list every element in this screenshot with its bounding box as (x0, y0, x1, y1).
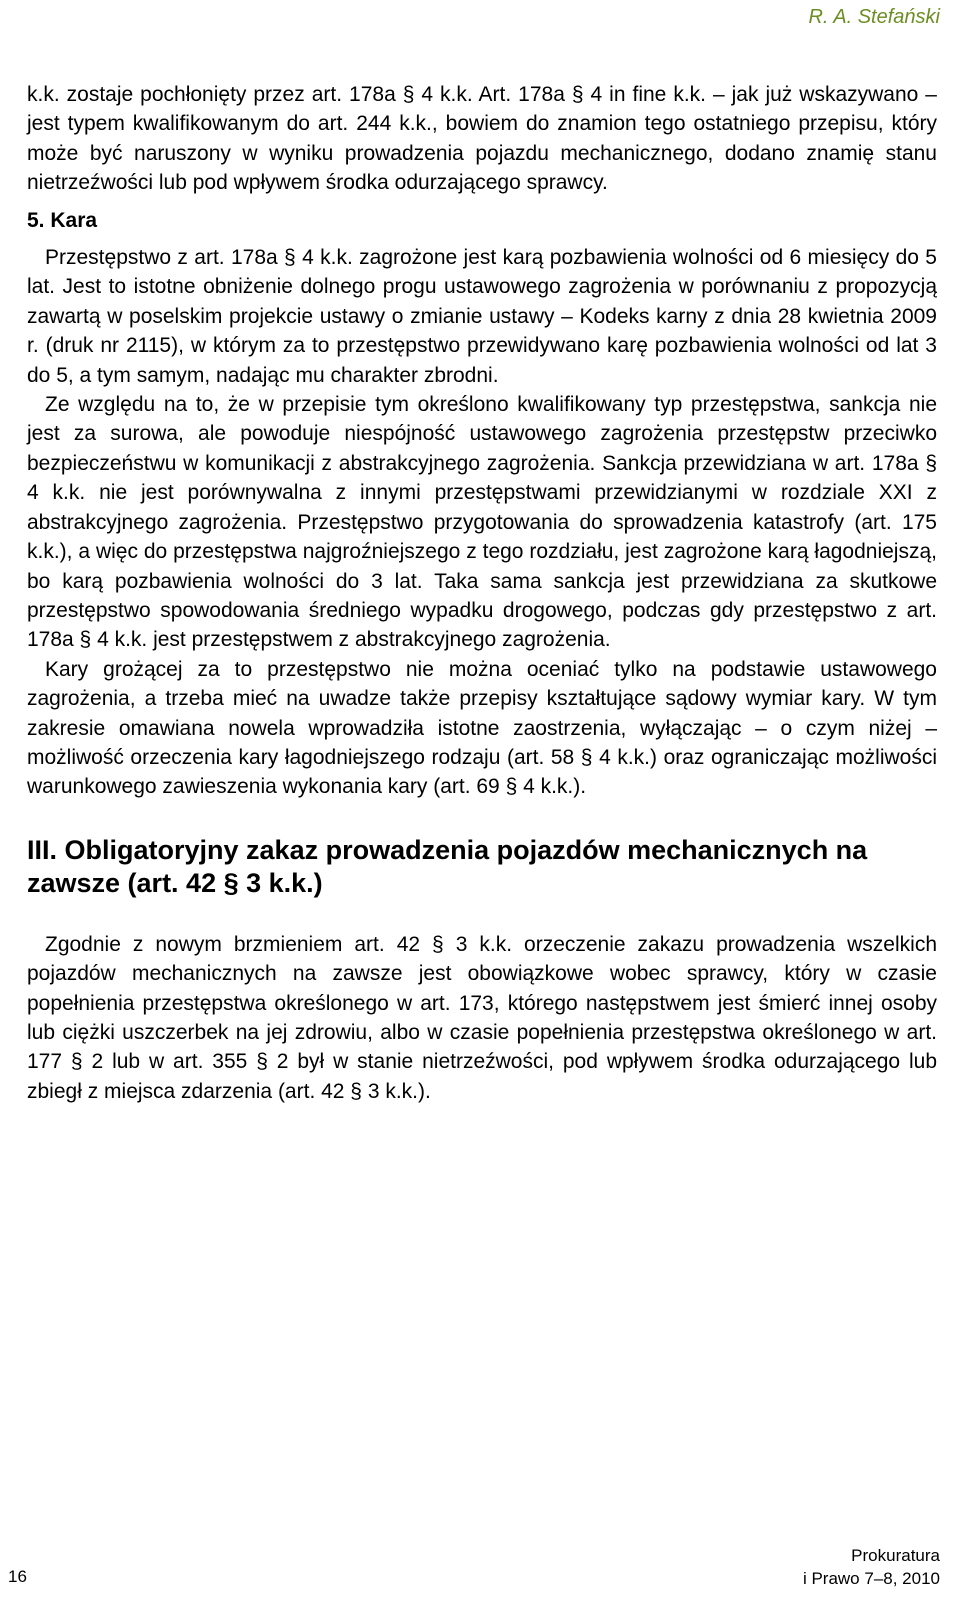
paragraph-penalty: Przestępstwo z art. 178a § 4 k.k. zagrożone jest karą pozbawienia wolności od 6 miesięcy do 5 lat. Jest to istotne obniżenie dolnego progu ustawowego zagrożenia w porównaniu z propozycją zawartą w poselskim projekcie ustawy o zmianie ustawy – Kodeks karny z dnia 28 kwietnia 2009 r. (druk nr 2115), w którym za to przestępstwo przewidywano karę pozbawienia wolności od lat 3 do 5, a tym samym, nadając mu charakter zbrodni. (27, 246, 937, 387)
paragraph-sanction-analysis: Ze względu na to, że w przepisie tym określono kwalifikowany typ przestępstwa, sankcja nie jest za surowa, ale powoduje niespójność ustawowego zagrożenia przestępstw przeciwko bezpieczeństwu w komunikacji z abstrakcyjnego zagrożenia. Sankcja przewidziana w art. 178a § 4 k.k. nie jest porównywalna z innymi przestępstwami przewidzianymi w rozdziale XXI z abstrakcyjnego zagrożenia. Przestępstwo przygotowania do sprowadzenia katastrofy (art. 175 k.k.), a więc do przestępstwa najgroźniejszego z tego rozdziału, jest zagrożone karą łagodniejszą, bo karą pozbawienia wolności do 3 lat. Taka sama sankcja jest przewidziana za skutkowe przestępstwo spowodowania średniego wypadku drogowego, podczas gdy przestępstwo z art. 178a § 4 k.k. jest przestępstwem z abstrakcyjnego zagrożenia. (27, 393, 937, 652)
section-heading-kara: 5. Kara (27, 208, 98, 232)
body-text (27, 80, 937, 1106)
page-number: 16 (8, 1567, 27, 1586)
paragraph-continuation: k.k. zostaje pochłonięty przez art. 178a § 4 k.k. Art. 178a § 4 in fine k.k. – jak już wskazywano – jest typem kwalifikowanym do art. 244 k.k., bowiem do znamion tego ostatniego przepisu, który może być naruszony w wyniku prowadzenia pojazdu mechanicznego, dodano znamię stanu nietrzeźwości lub pod wpływem środka odurzającego sprawcy. (27, 83, 937, 195)
running-header-author: R. A. Stefański (808, 6, 940, 28)
journal-issue: i Prawo 7–8, 2010 (802, 1569, 940, 1588)
journal-name: Prokuratura (851, 1546, 940, 1565)
paragraph-driving-ban: Zgodnie z nowym brzmieniem art. 42 § 3 k.k. orzeczenie zakazu prowadzenia wszelkich pojazdów mechanicznych na zawsze jest obowiązkowe wobec sprawcy, który w czasie popełnienia przestępstwa określonego w art. 173, którego następstwem jest śmierć innej osoby lub ciężki uszczerbek na jej zdrowiu, albo w czasie popełnienia przestępstwa określonego w art. 177 § 2 lub w art. 355 § 2 był w stanie nietrzeźwości, pod wpływem środka odurzającego lub zbiegł z miejsca zdarzenia (art. 42 § 3 k.k.). (27, 932, 937, 1103)
journal-footer (803, 1544, 940, 1590)
paragraph-sentencing: Kary grożącej za to przestępstwo nie można oceniać tylko na podstawie ustawowego zagrożenia, a trzeba mieć na uwadze także przepisy kształtujące sądowy wymiar kary. W tym zakresie omawiana nowela wprowadziła istotne zaostrzenia, wyłączając – o czym niżej – możliwość orzeczenia kary łagodniejszego rodzaju (art. 58 § 4 k.k.) oraz ograniczając możliwości warunkowego zawieszenia wykonania kary (art. 69 § 4 k.k.). (27, 657, 937, 799)
chapter-heading-driving-ban: III. Obligatoryjny zakaz prowadzenia pojazdów mechanicznych na zawsze (art. 42 § 3 k.k.) (27, 834, 868, 898)
